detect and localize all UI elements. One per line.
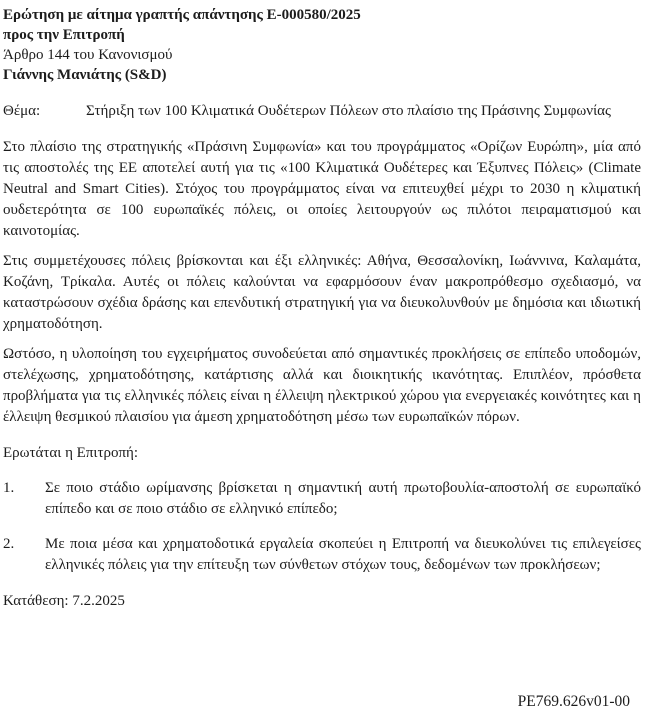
author-line: Γιάννης Μανιάτης (S&D) <box>3 67 167 83</box>
document-reference: PE769.626v01-00 <box>517 693 630 710</box>
addressee-line: προς την Επιτροπή <box>3 27 125 43</box>
question-item-2 <box>3 534 641 576</box>
question-item-1 <box>3 478 641 520</box>
question-number: 2. <box>3 536 15 552</box>
body-paragraph: Στο πλαίσιο της στρατηγικής «Πράσινη Συμφωνία» και του προγράμματος «Ορίζων Ευρώπη», μία από τις αποστολές της ΕΕ αποτελεί αυτή για τις «100 Κλιματικά Ουδέτερες και Έξυπνες Πόλεις» (Climate Neutral and Smart Cities). Στόχος του προγράμματος είναι να επιτευχθεί μέχρι το 2030 η κλιματική ουδετερότητα σε 100 ευρωπαϊκές πόλεις, οι οποίες λειτουργούν ως πιλότοι πειραματισμού και καινοτομίας. <box>3 139 641 239</box>
subject-text: Στήριξη των 100 Κλιματικά Ουδέτερων Πόλεων στο πλαίσιο της Πράσινης Συμφωνίας <box>86 103 611 119</box>
subject-label: Θέμα: <box>3 103 41 119</box>
rule-reference-line: Άρθρο 144 του Κανονισμού <box>3 47 173 63</box>
submission-date: Κατάθεση: 7.2.2025 <box>3 593 125 609</box>
body-paragraph: Στις συμμετέχουσες πόλεις βρίσκονται και έξι ελληνικές: Αθήνα, Θεσσαλονίκη, Ιωάννινα, Καλαμάτα, Κοζάνη, Τρίκαλα. Αυτές οι πόλεις καλούνται να εφαρμόσουν έναν μακροπρόθεσμο σχεδιασμό, να καταστρώσουν σχέδια δράσης και επενδυτική στρατηγική για να διευκολυνθούν με δημόσια και ιδιωτική χρηματοδότηση. <box>3 253 641 332</box>
questions-intro: Ερωτάται η Επιτροπή: <box>3 445 139 461</box>
document-header <box>3 5 641 85</box>
question-text: Σε ποιο στάδιο ωρίμανσης βρίσκεται η σημαντική αυτή πρωτοβουλία-αποστολή σε ευρωπαϊκό επίπεδο και σε ποιο στάδιο σε ελληνικό επίπεδο; <box>45 480 641 517</box>
question-text: Με ποια μέσα και χρηματοδοτικά εργαλεία σκοπεύει η Επιτροπή να διευκολύνει τις επιλεγείσες ελληνικές πόλεις για την επίτευξη των σύνθετων στόχων τους, δεδομένων των προκλήσεων; <box>45 536 641 573</box>
question-title: Ερώτηση με αίτημα γραπτής απάντησης E-000580/2025 <box>3 7 361 23</box>
subject-block <box>3 101 641 122</box>
body-paragraph: Ωστόσο, η υλοποίηση του εγχειρήματος συνοδεύεται από σημαντικές προκλήσεις σε επίπεδο υποδομών, στελέχωσης, χρηματοδότησης, κατάρτισης αλλά και διοικητικής ικανότητας. Επιπλέον, πρόσθετα προβλήματα για τις ελληνικές πόλεις είναι η έλλειψη ηλεκτρικού χώρου για ενεργειακές κοινότητες και η έλλειψη θεσμικού πλαισίου για άμεση χρηματοδότηση μέσω των ευρωπαϊκών πόρων. <box>3 346 641 425</box>
question-number: 1. <box>3 480 15 496</box>
